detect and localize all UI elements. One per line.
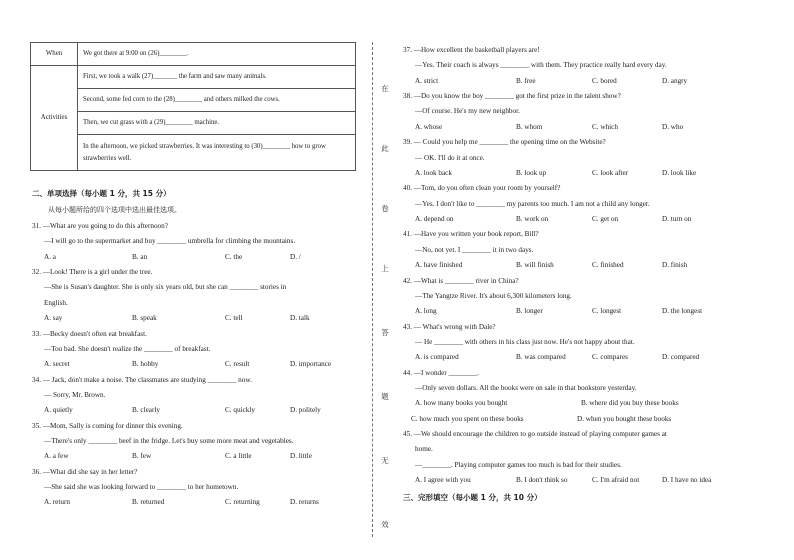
question-text: 43. — What's wrong with Dale? — [403, 322, 496, 331]
question-text: —I will go to the supermarket and buy ________ umbrella for climbing the mountains. — [44, 237, 296, 246]
answer-option[interactable]: D. compared — [662, 353, 700, 362]
answer-option[interactable]: C. look after — [592, 168, 629, 177]
question-text: —There's only ________ beef in the fridge. Let's buy some more meat and vegetables. — [44, 437, 294, 445]
question-text: 42. —What is ________ river in China? — [403, 276, 519, 285]
answer-option[interactable]: D. returns — [290, 498, 319, 507]
activity-cell: Second, some fed corn to the (28)________ and others milked the cows. — [78, 89, 356, 112]
answer-option[interactable]: D. finish — [662, 261, 688, 269]
answer-option[interactable]: D. talk — [290, 314, 310, 322]
answer-option[interactable]: D. little — [290, 452, 312, 461]
binding-char: 卷 — [381, 204, 389, 213]
answer-option[interactable]: B. an — [132, 252, 148, 261]
answer-option[interactable]: D. when you bought these books — [577, 414, 672, 423]
page-divider — [372, 42, 373, 537]
question-text: — OK. I'll do it at once. — [415, 153, 485, 162]
answer-option[interactable]: B. where did you buy these books — [581, 399, 679, 408]
answer-option[interactable]: C. get on — [592, 214, 619, 223]
table-row — [31, 66, 356, 89]
binding-char: 无 — [381, 456, 389, 465]
answer-option[interactable]: A. depend on — [415, 214, 454, 223]
answer-option[interactable]: A. return — [44, 498, 70, 507]
question-text: 45. —We should encourage the children to go outside instead of playing computer games at — [403, 430, 667, 439]
question-text: —The Yangtze River. It's about 6,300 kilometers long. — [415, 291, 572, 300]
section-2-title: 二、单项选择（每小题 1 分，共 15 分） — [32, 189, 171, 198]
question-text: —She said she was looking forward to ________ to her hometown. — [44, 483, 239, 492]
answer-option[interactable]: A. strict — [415, 76, 439, 85]
question-text: 40. —Tom, do you often clean your room by yourself? — [403, 184, 561, 193]
answer-option[interactable]: A. whose — [415, 122, 443, 131]
answer-option[interactable]: D. look like — [662, 168, 697, 177]
activity-table — [30, 42, 356, 171]
section-3-title: 三、完形填空（每小题 1 分，共 10 分） — [403, 493, 542, 502]
question-text: —No, not yet. I ________ it in two days. — [415, 245, 534, 254]
answer-option[interactable]: A. look back — [415, 168, 452, 177]
question-text: — Sorry, Mr. Brown. — [44, 390, 106, 399]
question-text: 39. — Could you help me ________ the opening time on the Website? — [403, 138, 606, 147]
answer-option[interactable]: B. whom — [516, 122, 543, 131]
binding-char: 题 — [381, 392, 389, 401]
answer-option[interactable]: D. angry — [662, 76, 688, 85]
table-row — [31, 43, 356, 66]
answer-option[interactable]: A. a — [44, 252, 56, 261]
answer-option[interactable]: A. how many books you bought — [415, 399, 508, 408]
question-text: —She is Susan's daughter. She is only six years old, but she can ________ stories in — [44, 283, 287, 292]
answer-option[interactable]: D. turn on — [662, 214, 692, 223]
question-text: —Only seven dollars. All the books were on sale in that bookstore yesterday. — [415, 384, 637, 392]
answer-option[interactable]: B. I don't think so — [516, 476, 568, 484]
answer-option[interactable]: C. a little — [225, 452, 252, 461]
binding-char: 此 — [381, 144, 389, 153]
answer-option[interactable]: C. quickly — [225, 406, 255, 415]
question-text: 32. —Look! There is a girl under the tree. — [32, 268, 153, 277]
question-text: —________. Playing computer games too much is bad for their studies. — [415, 460, 622, 469]
answer-option[interactable]: B. free — [516, 76, 536, 85]
activity-cell: In the afternoon, we picked strawberries. It was interesting to (30)________ how to grow strawberries well. — [78, 135, 356, 171]
answer-option[interactable]: B. returned — [132, 498, 165, 507]
question-text: 41. —Have you written your book report, Bill? — [403, 230, 539, 239]
answer-option[interactable]: A. a few — [44, 452, 69, 461]
table-row — [31, 89, 356, 112]
question-text: 44. —I wonder ________. — [403, 368, 480, 377]
answer-option[interactable]: C. result — [225, 360, 250, 369]
answer-option[interactable]: B. clearly — [132, 406, 160, 415]
answer-option[interactable]: C. compares — [592, 353, 628, 362]
answer-option[interactable]: C. the — [225, 252, 243, 261]
answer-option[interactable]: C. returning — [225, 498, 260, 507]
answer-option[interactable]: B. will finish — [516, 261, 554, 269]
question-text: 35. —Mom, Sally is coming for dinner this evening. — [32, 421, 183, 430]
answer-option[interactable]: C. which — [592, 122, 618, 131]
answer-option[interactable]: B. hobby — [132, 360, 159, 369]
table-row — [31, 112, 356, 135]
answer-option[interactable]: A. say — [44, 314, 63, 322]
answer-option[interactable]: A. quietly — [44, 406, 73, 415]
answer-option[interactable]: D. I have no idea — [662, 476, 712, 484]
answer-option[interactable]: C. tell — [225, 314, 243, 322]
question-text: —Yes. Their coach is always ________ with them. They practice really hard every day. — [415, 61, 667, 70]
binding-char: 答 — [381, 328, 389, 337]
question-text: 36. —What did she say in her letter? — [32, 467, 138, 476]
question-text: — He ________ with others in his class just now. He's not happy about that. — [415, 337, 635, 346]
answer-option[interactable]: A. secret — [44, 360, 70, 369]
answer-option[interactable]: C. bored — [592, 76, 617, 85]
section-2-instruction: 从每小题所给的四个选项中选出最佳选项。 — [48, 206, 181, 214]
answer-option[interactable]: C. longest — [592, 307, 622, 316]
answer-option[interactable]: D. who — [662, 122, 684, 131]
question-text: 37. —How excellent the basketball players are! — [403, 46, 540, 54]
table-row — [31, 135, 356, 171]
answer-option[interactable]: A. have finished — [415, 261, 463, 269]
question-text: —Yes. I don't like to ________ my parents too much. I am not a child any longer. — [415, 199, 650, 208]
answer-option[interactable]: A. is compared — [415, 353, 459, 362]
question-text: 38. —Do you know the boy ________ got the first prize in the talent show? — [403, 92, 621, 101]
answer-option[interactable]: B. longer — [516, 307, 543, 316]
activity-cell: First, we took a walk (27)_______ the farm and saw many animals. — [78, 66, 356, 89]
question-text: 33. —Becky doesn't often eat breakfast. — [32, 329, 147, 338]
answer-option[interactable]: D. the longest — [662, 307, 703, 316]
binding-char: 效 — [381, 520, 389, 529]
answer-option[interactable]: B. work on — [516, 214, 549, 223]
answer-option[interactable]: B. speak — [132, 314, 157, 322]
question-text: 34. — Jack, don't make a noise. The classmates are studying ________ now. — [32, 375, 252, 384]
answer-option[interactable]: C. finished — [592, 261, 624, 269]
activities-label: Activities — [31, 66, 78, 171]
question-text: —Of course. He's my new neighbor. — [415, 107, 520, 116]
question-text: home. — [415, 445, 433, 454]
question-text: 31. —What are you going to do this afternoon? — [32, 222, 168, 230]
when-cell: We got there at 9:00 on (26)________. — [78, 43, 356, 66]
answer-option[interactable]: A. I agree with you — [415, 476, 471, 484]
answer-option[interactable]: B. few — [132, 452, 152, 461]
answer-option[interactable]: C. how much you spent on these books — [411, 414, 524, 423]
answer-option[interactable]: A. long — [415, 307, 437, 316]
question-text: English. — [44, 298, 68, 307]
answer-option[interactable]: C. I'm afraid not — [592, 476, 640, 484]
activity-cell: Then, we cut grass with a (29)________ machine. — [78, 112, 356, 135]
answer-option[interactable]: B. look up — [516, 168, 547, 177]
binding-char: 上 — [381, 264, 389, 273]
when-label: When — [31, 43, 78, 66]
answer-option[interactable]: D. politely — [290, 406, 321, 415]
answer-option[interactable]: D. importance — [290, 360, 332, 369]
question-text: —Too bad. She doesn't realize the ________ of breakfast. — [44, 344, 211, 353]
answer-option[interactable]: B. was compared — [516, 353, 566, 362]
answer-option[interactable]: D. / — [290, 252, 301, 261]
binding-char: 在 — [381, 84, 389, 93]
